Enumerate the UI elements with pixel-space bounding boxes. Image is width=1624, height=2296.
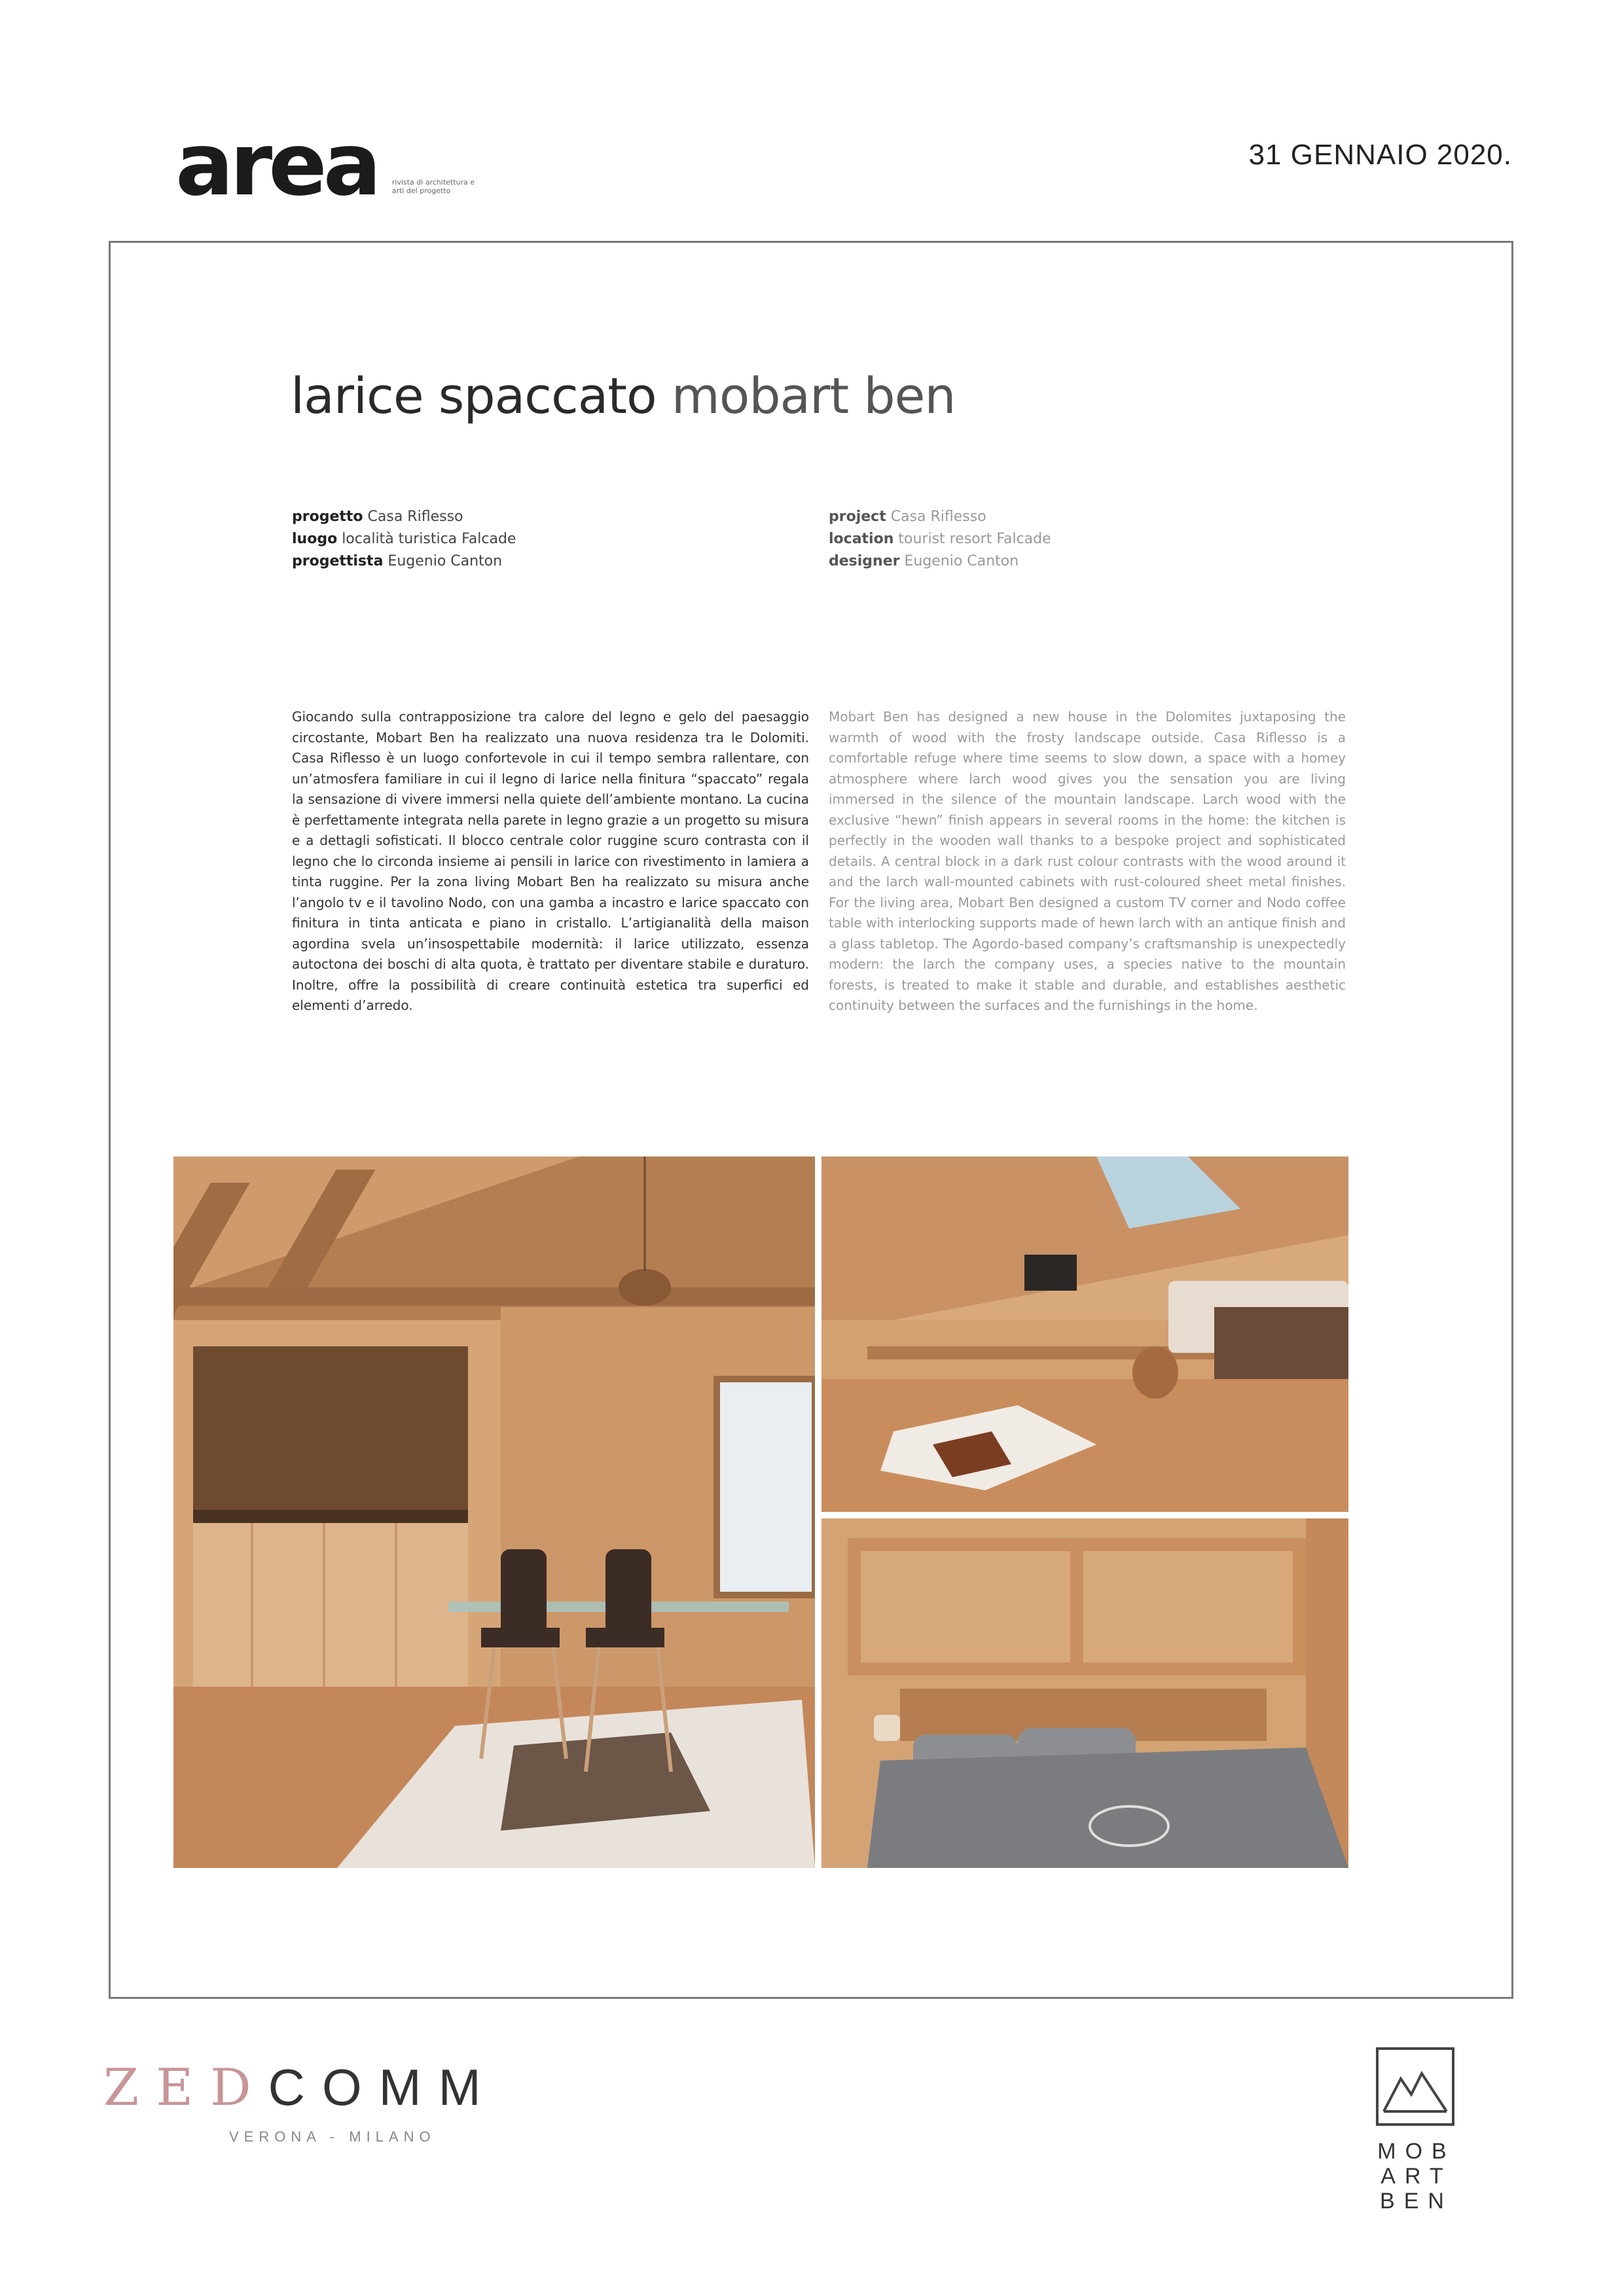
credit-row bbox=[829, 550, 1287, 573]
credit-value: Eugenio Canton bbox=[388, 553, 503, 569]
credits-english bbox=[829, 506, 1287, 573]
bedroom-photo bbox=[821, 1518, 1348, 1868]
credit-value: Casa Riflesso bbox=[367, 509, 463, 525]
zedcomm-logo bbox=[103, 2058, 498, 2117]
credit-label: progetto bbox=[292, 509, 363, 525]
article-title-brand: mobart ben bbox=[671, 367, 956, 425]
credit-label: progettista bbox=[292, 553, 384, 569]
credit-row bbox=[292, 506, 750, 528]
zedcomm-logo-part-comm: COMM bbox=[268, 2058, 498, 2116]
credit-row bbox=[292, 528, 750, 550]
article-title-main: larice spaccato bbox=[291, 367, 657, 425]
credit-row bbox=[829, 506, 1287, 528]
credits-italian bbox=[292, 506, 750, 573]
living-area-photo bbox=[821, 1157, 1348, 1512]
credit-value: Casa Riflesso bbox=[890, 509, 986, 525]
mountain-icon bbox=[1375, 2046, 1456, 2127]
credit-value: tourist resort Falcade bbox=[898, 531, 1051, 547]
zedcomm-logo-part-zed: ZED bbox=[103, 2058, 268, 2117]
credit-value: Eugenio Canton bbox=[904, 553, 1019, 569]
credit-label: location bbox=[829, 531, 894, 547]
zedcomm-cities: VERONA - MILANO bbox=[229, 2128, 436, 2145]
article-body-italian: Giocando sulla contrapposizione tra calore del legno e gelo del paesaggio circostante, Mobart Ben ha realizzato una nuova residenza tra le Dolomiti. Casa Riflesso è un luogo confortevole in cui il tempo sembra rallentare, con un’atmosfera familiare in cui il legno di larice nella finitura “spaccato” regala la sensazione di vivere immersi nella quiete dell’ambiente montano. La cucina è perfettamente integrata nella parete in legno grazie a un progetto su misura e a dettagli sofisticati. Il blocco centrale color ruggine scuro contrasta con il legno che lo circonda insieme ai pensili in larice con rivestimento in lamiera a tinta ruggine. Per la zona living Mobart Ben ha realizzato su misura anche l’angolo tv e il tavolino Nodo, con una gamba a incastro e larice spaccato con finitura in tinta anticata e piano in cristallo. L’artigianalità della maison agordina svela un’insospettabile modernità: il larice utilizzato, essenza autoctona dei boschi di alta quota, è trattato per diventare stabile e duraturo. Inoltre, offre la possibilità di creare continuità estetica tra superfici ed elementi d’arredo. bbox=[292, 709, 809, 1013]
mobartben-logo-text bbox=[1377, 2139, 1456, 2214]
area-magazine-logo bbox=[175, 115, 484, 215]
article-title bbox=[291, 367, 956, 425]
credit-value: località turistica Falcade bbox=[342, 531, 516, 547]
area-logo-tagline: rivista di architettura e arti del progetto bbox=[391, 178, 475, 195]
article-body-english: Mobart Ben has designed a new house in the Dolomites juxtaposing the warmth of wood with the frosty landscape outside. Casa Riflesso is a comfortable refuge where time seems to slow down, a space with a homey atmosphere where larch wood gives you the sensation you are living immersed in the silence of the mountain landscape. Larch wood with the exclusive “hewn” finish appears in several rooms in the home: the kitchen is perfectly in the wooden wall thanks to a bespoke project and sophisticated details. A central block in a dark rust colour contrasts with the wood around it and the larch wall-mounted cabinets with rust-coloured sheet metal finishes. For the living area, Mobart Ben designed a custom TV corner and Nodo coffee table with interlocking supports made of hewn larch with an antique finish and a glass tabletop. The Agordo-based company’s craftsmanship is unexpectedly modern: the larch the company uses, a species native to the mountain forests, is treated to make it stable and durable, and establishes aesthetic continuity between the surfaces and the furnishings in the home. bbox=[829, 709, 1346, 1013]
publication-date: 31 GENNAIO 2020. bbox=[1248, 139, 1512, 171]
mobartben-logo-line: BEN bbox=[1380, 2189, 1453, 2214]
mobartben-logo-line: MOB bbox=[1377, 2139, 1456, 2164]
mobartben-logo-line: ART bbox=[1380, 2164, 1453, 2189]
credit-label: project bbox=[829, 509, 886, 525]
credit-row bbox=[829, 528, 1287, 550]
credit-label: designer bbox=[829, 553, 900, 569]
credit-label: luogo bbox=[292, 531, 338, 547]
kitchen-dining-photo bbox=[173, 1157, 815, 1868]
area-logo-word: area bbox=[175, 115, 378, 215]
credit-row bbox=[292, 550, 750, 573]
